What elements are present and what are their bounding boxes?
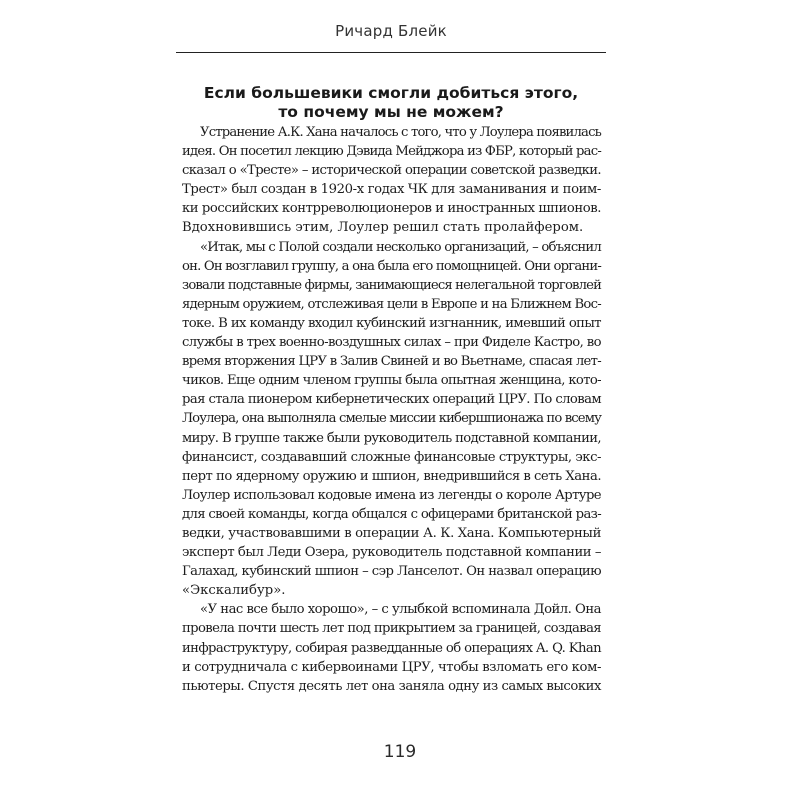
body-text (182, 123, 601, 696)
text-line: перт по ядерному оружию и шпион, внедрившийся в сеть Хана. (182, 468, 602, 484)
text-line: время вторжения ЦРУ в Залив Свиней и во Вьетнаме, спасая лет- (182, 354, 602, 370)
text-line: инфраструктуру, собирая разведданные об операциях A. Q. Khan (182, 640, 601, 656)
text-line: токе. В их команду входил кубинский изгнанник, имевший опыт (182, 315, 602, 331)
text-line: рая стала пионером кибернетических операций ЦРУ. По словам (182, 392, 602, 408)
running-head-author: Ричард Блейк (335, 22, 447, 40)
text-line: финансист, создававший сложные финансовые структуры, экс- (182, 449, 601, 465)
text-line: ки российских контрреволюционеров и иностранных шпионов. (182, 201, 601, 217)
text-line: Лоулера, она выполняла смелые миссии кибершпионажа по всему (182, 411, 602, 427)
text-line: сказал о «Тресте» – исторической операции советской разведки. (182, 163, 601, 179)
text-line: идея. Он посетил лекцию Дэвида Мейджора из ФБР, который рас- (182, 144, 602, 160)
section-heading-line: Если большевики смогли добиться этого, (203, 84, 579, 102)
page-number: 119 (383, 742, 417, 762)
text-line: эксперт был Леди Озера, руководитель подставной компании – (182, 545, 602, 561)
text-line: зовали подставные фирмы, занимающиеся нелегальной торговлей (182, 277, 602, 293)
text-line: миру. В группе также были руководитель подставной компании, (182, 430, 601, 446)
text-line: «Итак, мы с Полой создали несколько организаций, – объяснил (200, 239, 602, 255)
text-line: чиков. Еще одним членом группы была опытная женщина, кото- (182, 373, 601, 389)
text-line: он. Он возглавил группу, а она была его помощницей. Они органи- (182, 258, 601, 274)
section-heading-line: то почему мы не можем? (278, 103, 504, 121)
text-line: Трест» был создан в 1920-х годах ЧК для заманивания и поим- (182, 182, 602, 198)
text-line: ядерным оружием, отслеживая цели в Европе и на Ближнем Вос- (182, 296, 602, 312)
text-line: «Экскалибур». (182, 583, 286, 599)
text-line: для своей команды, когда общался с офицерами британской раз- (182, 506, 602, 522)
text-line: провела почти шесть лет под прикрытием за границей, создавая (182, 621, 601, 637)
text-line: пьютеры. Спустя десять лет она заняла одну из самых высоких (182, 678, 601, 694)
text-line: «У нас все было хорошо», – с улыбкой вспоминала Дойл. Она (200, 602, 602, 618)
header-rule-divider (176, 52, 606, 53)
text-line: Галахад, кубинский шпион – сэр Ланселот. Он назвал операцию (182, 564, 601, 580)
text-line: службы в трех военно-воздушных силах – при Фиделе Кастро, во (182, 335, 601, 351)
text-line: ведки, участвовавшими в операции А. К. Хана. Компьютерный (182, 525, 601, 541)
text-line: Вдохновившись этим, Лоулер решил стать пролайфером. (182, 220, 584, 236)
text-line: и сотрудничала с кибервоинами ЦРУ, чтобы взломать его ком- (182, 659, 602, 675)
section-heading (176, 84, 606, 122)
text-line: Лоулер использовал кодовые имена из легенды о короле Артуре (182, 487, 602, 503)
text-line: Устранение А.К. Хана началось с того, что у Лоулера появилась (200, 125, 601, 140)
